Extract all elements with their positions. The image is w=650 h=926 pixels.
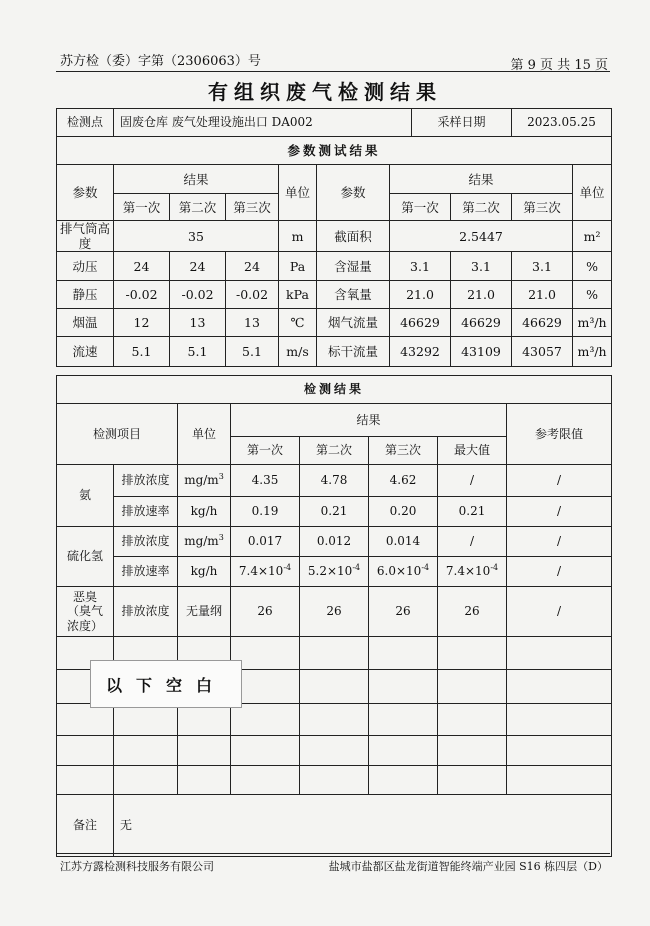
remark-value: 无: [114, 795, 612, 857]
param-value: 5.1: [170, 337, 226, 367]
param-value: 3.1: [451, 252, 512, 281]
col-1-header: 第一次: [114, 194, 170, 221]
value-1: 4.35: [231, 465, 300, 497]
param-unit: m³/h: [573, 309, 612, 337]
col-2-header: 第二次: [300, 437, 369, 465]
param-value: 5.1: [114, 337, 170, 367]
param-row: [57, 281, 612, 309]
param-unit: ℃: [279, 309, 317, 337]
value-3: 26: [369, 587, 438, 637]
value-2: 0.012: [300, 527, 369, 557]
param-value: 43109: [451, 337, 512, 367]
pollutant-name: 硫化氢: [57, 527, 114, 587]
param-value: 46629: [390, 309, 451, 337]
param-value: 13: [226, 309, 279, 337]
empty-row: [57, 736, 612, 766]
empty-row: [57, 704, 612, 736]
value-max: 26: [438, 587, 507, 637]
value-3: 0.20: [369, 497, 438, 527]
param-row: [57, 252, 612, 281]
info-table: [56, 108, 612, 137]
metric-unit: kg/h: [178, 557, 231, 587]
param-value: 3.1: [390, 252, 451, 281]
value-max: $7.4\times 10^{-4}$: [438, 557, 507, 587]
table-row: [57, 527, 612, 557]
param-value: 5.1: [226, 337, 279, 367]
param-row: [57, 309, 612, 337]
limit-header: 参考限值: [507, 404, 612, 465]
value-3: 0.014: [369, 527, 438, 557]
table-row: [57, 557, 612, 587]
report-number: 苏方检（委）字第（2306063）号: [60, 54, 261, 69]
param-unit: m²: [573, 221, 612, 252]
metric-unit: $mg/m^3$: [178, 465, 231, 497]
param-unit: m: [279, 221, 317, 252]
results-table: [56, 375, 612, 857]
pollutant-name: 恶臭（臭气浓度）: [57, 587, 114, 637]
page-title: 有组织废气检测结果: [208, 80, 442, 104]
value-1: $7.4\times 10^{-4}$: [231, 557, 300, 587]
remark-row: [57, 795, 612, 857]
date-label: 采样日期: [412, 109, 512, 137]
point-label: 检测点: [57, 109, 114, 137]
param-header-a: 参数: [57, 165, 114, 221]
param-row: [57, 337, 612, 367]
metric-name: 排放浓度: [114, 465, 178, 497]
param-name: 烟温: [57, 309, 114, 337]
point-value: 固废仓库 废气处理设施出口 DA002: [114, 109, 412, 137]
value-max: /: [438, 527, 507, 557]
param-value: 43057: [512, 337, 573, 367]
param-value: 13: [170, 309, 226, 337]
date-value: 2023.05.25: [512, 109, 612, 137]
param-name: 烟气流量: [317, 309, 390, 337]
footer-divider: [56, 853, 610, 854]
results-section-title: 检测结果: [57, 376, 612, 404]
param-unit: m³/h: [573, 337, 612, 367]
value-2: 4.78: [300, 465, 369, 497]
param-name: 动压: [57, 252, 114, 281]
footer-address: 盐城市盐都区盐龙街道智能终端产业园 S16 栋四层（D）: [328, 860, 608, 873]
value-1: 0.19: [231, 497, 300, 527]
param-name: 含湿量: [317, 252, 390, 281]
limit-value: /: [507, 587, 612, 637]
metric-unit: kg/h: [178, 497, 231, 527]
blank-stamp: 以下空白: [90, 660, 242, 708]
value-1: 0.017: [231, 527, 300, 557]
max-header: 最大值: [438, 437, 507, 465]
item-header: 检测项目: [57, 404, 178, 465]
param-name: 标干流量: [317, 337, 390, 367]
col-2-header: 第二次: [451, 194, 512, 221]
param-unit: m/s: [279, 337, 317, 367]
param-value: 43292: [390, 337, 451, 367]
value-3: 4.62: [369, 465, 438, 497]
param-value: 21.0: [512, 281, 573, 309]
param-value: 24: [226, 252, 279, 281]
value-2: 0.21: [300, 497, 369, 527]
metric-unit: 无量纲: [178, 587, 231, 637]
param-value: 46629: [512, 309, 573, 337]
param-name: 含氧量: [317, 281, 390, 309]
metric-name: 排放速率: [114, 557, 178, 587]
param-value: 21.0: [451, 281, 512, 309]
param-value: -0.02: [170, 281, 226, 309]
param-unit: kPa: [279, 281, 317, 309]
result-header: 结果: [231, 404, 507, 437]
table-row: [57, 465, 612, 497]
limit-value: /: [507, 557, 612, 587]
value-1: 26: [231, 587, 300, 637]
param-value: 12: [114, 309, 170, 337]
metric-name: 排放浓度: [114, 527, 178, 557]
param-value: 35: [114, 221, 279, 252]
result-header-b: 结果: [390, 165, 573, 194]
param-value: -0.02: [226, 281, 279, 309]
col-1-header: 第一次: [231, 437, 300, 465]
param-value: 21.0: [390, 281, 451, 309]
param-value: 2.5447: [390, 221, 573, 252]
limit-value: /: [507, 465, 612, 497]
value-2: $5.2\times 10^{-4}$: [300, 557, 369, 587]
header-divider: [56, 71, 610, 72]
metric-name: 排放浓度: [114, 587, 178, 637]
page-info: 第 9 页 共 15 页: [510, 58, 608, 73]
table-row: [57, 587, 612, 637]
params-table: [56, 136, 612, 367]
metric-name: 排放速率: [114, 497, 178, 527]
pollutant-name: 氨: [57, 465, 114, 527]
metric-unit: $mg/m^3$: [178, 527, 231, 557]
param-name: 流速: [57, 337, 114, 367]
empty-row: [57, 766, 612, 795]
value-2: 26: [300, 587, 369, 637]
param-name: 静压: [57, 281, 114, 309]
remark-label: 备注: [57, 795, 114, 857]
table-row: [57, 497, 612, 527]
param-name: 排气筒高度: [57, 221, 114, 252]
col-3-header: 第三次: [512, 194, 573, 221]
param-value: 46629: [451, 309, 512, 337]
param-unit: %: [573, 252, 612, 281]
col-3-header: 第三次: [369, 437, 438, 465]
col-1-header: 第一次: [390, 194, 451, 221]
params-section-title: 参数测试结果: [57, 137, 612, 165]
param-value: 3.1: [512, 252, 573, 281]
unit-header-b: 单位: [573, 165, 612, 221]
result-header-a: 结果: [114, 165, 279, 194]
limit-value: /: [507, 527, 612, 557]
limit-value: /: [507, 497, 612, 527]
value-max: /: [438, 465, 507, 497]
param-name: 截面积: [317, 221, 390, 252]
col-3-header: 第三次: [226, 194, 279, 221]
value-3: $6.0\times 10^{-4}$: [369, 557, 438, 587]
param-header-b: 参数: [317, 165, 390, 221]
value-max: 0.21: [438, 497, 507, 527]
param-unit: Pa: [279, 252, 317, 281]
param-unit: %: [573, 281, 612, 309]
param-value: 24: [170, 252, 226, 281]
param-value: 24: [114, 252, 170, 281]
footer-company: 江苏方露检测科技服务有限公司: [60, 860, 214, 873]
unit-header: 单位: [178, 404, 231, 465]
col-2-header: 第二次: [170, 194, 226, 221]
param-value: -0.02: [114, 281, 170, 309]
param-row: [57, 221, 612, 252]
unit-header-a: 单位: [279, 165, 317, 221]
